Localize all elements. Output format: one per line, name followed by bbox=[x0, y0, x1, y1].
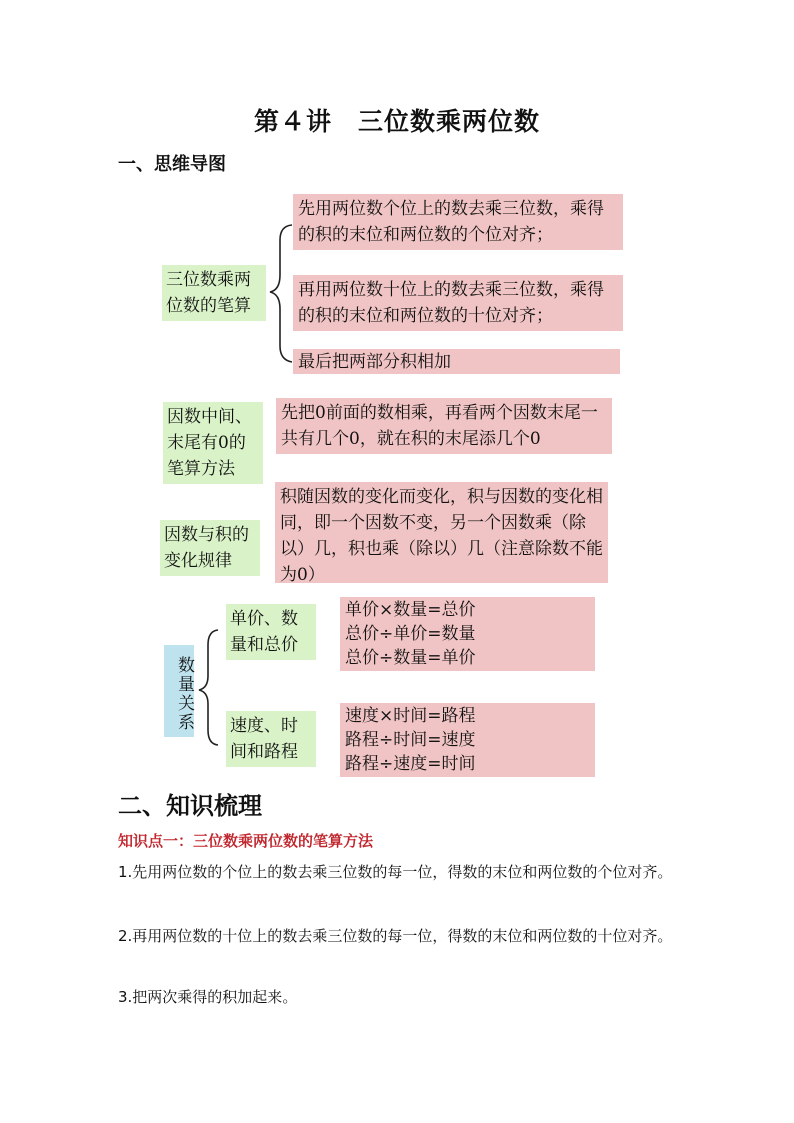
formula-line: 路程÷时间=速度 bbox=[345, 730, 476, 750]
mindmap-group4-sub1-label: 单价、数量和总价 bbox=[226, 604, 316, 660]
mindmap-group2-text: 先把0前面的数相乘，再看两个因数末尾一共有几个0，就在积的末尾添几个0 bbox=[276, 398, 612, 454]
mindmap-group4-label: 数量关系 bbox=[164, 645, 194, 737]
mindmap-group1-item-2: 再用两位数十位上的数去乘三位数，乘得的积的末位和两位数的十位对齐； bbox=[293, 275, 623, 331]
knowledge-item-3: 3.把两次乘得的积加起来。 bbox=[118, 988, 298, 1006]
formula-line: 总价÷单价=数量 bbox=[345, 624, 476, 644]
mindmap-group1-label: 三位数乘两位数的笔算 bbox=[162, 265, 266, 321]
formula-line: 单价×数量=总价 bbox=[345, 600, 476, 620]
mindmap-group3-text: 积随因数的变化而变化，积与因数的变化相同，即一个因数不变，另一个因数乘（除以）几，积也乘（除以）几（注意除数不能为0） bbox=[275, 482, 608, 583]
formula-line: 路程÷速度=时间 bbox=[345, 754, 476, 774]
mindmap-group3-label: 因数与积的变化规律 bbox=[160, 520, 260, 576]
brace-group4 bbox=[199, 630, 218, 745]
page-title: 第４讲 三位数乘两位数 bbox=[253, 107, 540, 136]
knowledge-item-1: 1.先用两位数的个位上的数去乘三位数的每一位，得数的末位和两位数的个位对齐。 bbox=[118, 863, 673, 881]
mindmap-group1-item-1: 先用两位数个位上的数去乘三位数，乘得的积的末位和两位数的个位对齐； bbox=[293, 194, 623, 250]
mindmap-group4-sub2-label: 速度、时间和路程 bbox=[226, 711, 316, 767]
formula-line: 总价÷数量=单价 bbox=[345, 648, 476, 668]
mindmap-group4-sub2-formulas bbox=[340, 703, 595, 777]
section-heading-knowledge: 二、知识梳理 bbox=[118, 791, 262, 820]
section-heading-mindmap: 一、思维导图 bbox=[118, 154, 226, 175]
formula-line: 速度×时间=路程 bbox=[345, 706, 476, 726]
mindmap-group1-item-3: 最后把两部分积相加 bbox=[293, 349, 620, 374]
brace-group1 bbox=[270, 225, 292, 362]
mindmap-group4-sub1-formulas bbox=[340, 597, 595, 671]
knowledge-point-title: 知识点一：三位数乘两位数的笔算方法 bbox=[118, 832, 374, 850]
mindmap-group2-label: 因数中间、末尾有0的笔算方法 bbox=[163, 402, 263, 484]
knowledge-item-2: 2.再用两位数的十位上的数去乘三位数的每一位，得数的末位和两位数的十位对齐。 bbox=[118, 927, 673, 945]
